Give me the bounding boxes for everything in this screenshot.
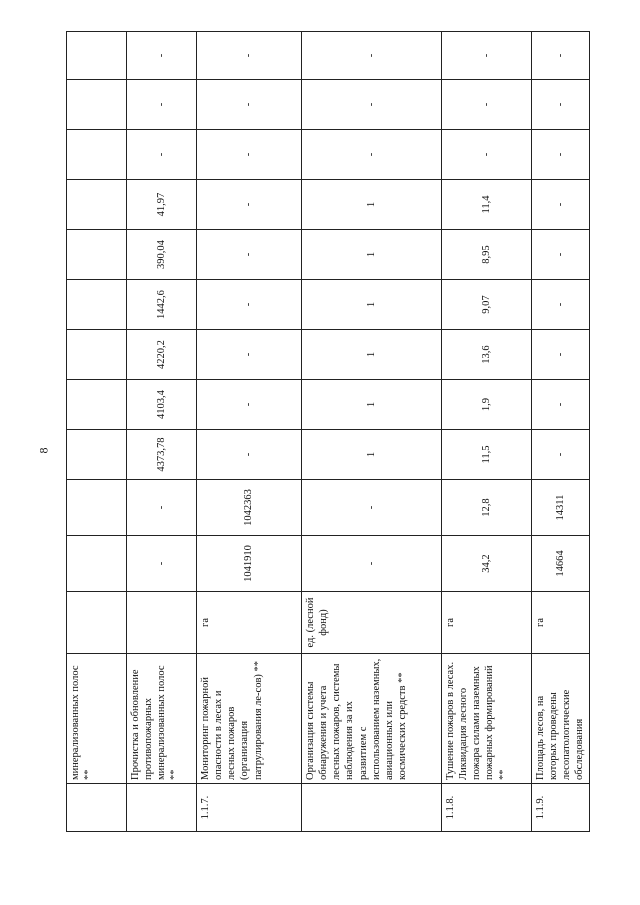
- value-cell: 11,4: [442, 180, 532, 230]
- value-cell: [67, 32, 127, 80]
- indicator-name-cell: Прочистка и обновление противопожарных минерализованных полос **: [127, 654, 197, 784]
- value-cell: -: [127, 80, 197, 130]
- value-cell: 1442,6: [127, 280, 197, 330]
- value-cell: 1041910: [197, 536, 302, 592]
- row-number-cell: [67, 784, 127, 832]
- value-cell: [67, 536, 127, 592]
- page-number: 8: [36, 447, 51, 454]
- unit-cell: [127, 592, 197, 654]
- table-row: [442, 32, 532, 832]
- value-cell: -: [197, 280, 302, 330]
- value-cell: 1,9: [442, 380, 532, 430]
- value-cell: -: [442, 32, 532, 80]
- value-cell: [67, 80, 127, 130]
- value-cell: 8,95: [442, 230, 532, 280]
- rotated-table-wrapper: [66, 32, 586, 832]
- value-cell: 4220,2: [127, 330, 197, 380]
- indicator-name-cell: Тушение пожаров в лесах. Ликвидация лесного пожара силами наземных пожарных формирований **: [442, 654, 532, 784]
- value-cell: -: [197, 32, 302, 80]
- value-cell: -: [532, 330, 590, 380]
- value-cell: [67, 480, 127, 536]
- value-cell: [67, 330, 127, 380]
- value-cell: -: [532, 230, 590, 280]
- value-cell: -: [532, 80, 590, 130]
- value-cell: 11,5: [442, 430, 532, 480]
- indicator-name-cell: Мониторинг пожарной опасности в лесах и лесных пожаров (организация патрулирования ле-сов) **: [197, 654, 302, 784]
- unit-cell: га: [197, 592, 302, 654]
- indicator-name-cell: минерализованных полос **: [67, 654, 127, 784]
- value-cell: 1: [302, 230, 442, 280]
- value-cell: -: [532, 180, 590, 230]
- value-cell: 1042363: [197, 480, 302, 536]
- value-cell: -: [302, 32, 442, 80]
- value-cell: -: [127, 480, 197, 536]
- value-cell: -: [127, 536, 197, 592]
- value-cell: 12,8: [442, 480, 532, 536]
- value-cell: [67, 130, 127, 180]
- indicator-name-cell: Площадь лесов, на которых проведены лесопатологические обследования: [532, 654, 590, 784]
- value-cell: -: [532, 380, 590, 430]
- value-cell: -: [302, 536, 442, 592]
- value-cell: [67, 430, 127, 480]
- value-cell: 390,04: [127, 230, 197, 280]
- value-cell: 13,6: [442, 330, 532, 380]
- value-cell: [67, 180, 127, 230]
- value-cell: -: [302, 130, 442, 180]
- table-row: [532, 32, 590, 832]
- row-number-cell: 1.1.9.: [532, 784, 590, 832]
- value-cell: -: [197, 130, 302, 180]
- value-cell: 34,2: [442, 536, 532, 592]
- value-cell: [67, 380, 127, 430]
- unit-cell: [67, 592, 127, 654]
- value-cell: -: [532, 32, 590, 80]
- table-row: [127, 32, 197, 832]
- value-cell: -: [197, 330, 302, 380]
- value-cell: -: [127, 130, 197, 180]
- value-cell: -: [532, 430, 590, 480]
- value-cell: 14664: [532, 536, 590, 592]
- value-cell: -: [197, 80, 302, 130]
- value-cell: -: [197, 430, 302, 480]
- value-cell: -: [197, 180, 302, 230]
- value-cell: 4373,78: [127, 430, 197, 480]
- value-cell: -: [302, 80, 442, 130]
- value-cell: 1: [302, 380, 442, 430]
- value-cell: 1: [302, 280, 442, 330]
- value-cell: -: [197, 380, 302, 430]
- value-cell: -: [197, 230, 302, 280]
- value-cell: 1: [302, 330, 442, 380]
- value-cell: [67, 280, 127, 330]
- row-number-cell: [127, 784, 197, 832]
- row-number-cell: 1.1.7.: [197, 784, 302, 832]
- data-table: [66, 31, 590, 832]
- value-cell: [67, 230, 127, 280]
- row-number-cell: [302, 784, 442, 832]
- table-row: [302, 32, 442, 832]
- value-cell: -: [127, 32, 197, 80]
- value-cell: -: [442, 80, 532, 130]
- value-cell: -: [442, 130, 532, 180]
- table-row: [67, 32, 127, 832]
- unit-cell: га: [442, 592, 532, 654]
- value-cell: -: [532, 280, 590, 330]
- value-cell: 9,07: [442, 280, 532, 330]
- value-cell: 41,97: [127, 180, 197, 230]
- value-cell: 4103,4: [127, 380, 197, 430]
- unit-cell: га: [532, 592, 590, 654]
- value-cell: 1: [302, 180, 442, 230]
- value-cell: 14311: [532, 480, 590, 536]
- unit-cell: ед. (лесной фонд): [302, 592, 442, 654]
- indicator-name-cell: Организация системы обнаружения и учета лесных пожаров, системы наблюдения за их развитием с использованием наземных, авиационных или космических средств **: [302, 654, 442, 784]
- table-row: [197, 32, 302, 832]
- value-cell: 1: [302, 430, 442, 480]
- row-number-cell: 1.1.8.: [442, 784, 532, 832]
- value-cell: -: [532, 130, 590, 180]
- value-cell: -: [302, 480, 442, 536]
